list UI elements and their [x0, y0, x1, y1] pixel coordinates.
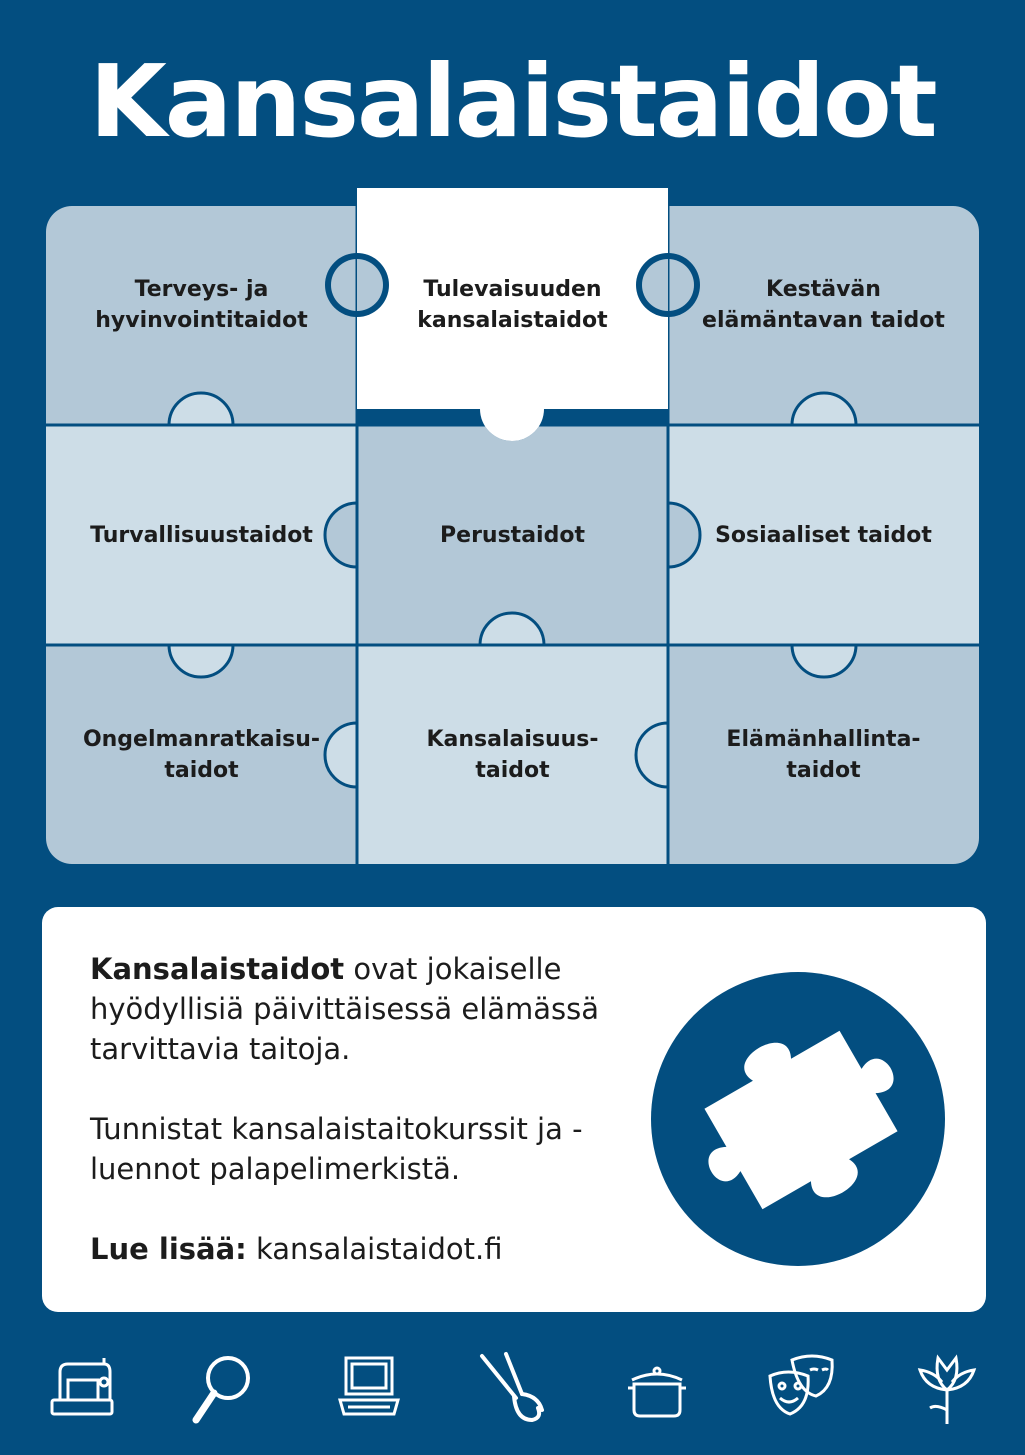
- cooking-pot-icon: [622, 1348, 692, 1428]
- read-more-label: Lue lisää:: [90, 1232, 247, 1266]
- info-box: [42, 907, 986, 1312]
- magnifying-glass-icon: [188, 1348, 258, 1428]
- footer-icons: [0, 1348, 1025, 1438]
- puzzle-label-5: Perustaidot: [440, 522, 585, 548]
- puzzle-piece-badge: [651, 972, 945, 1266]
- puzzle-label-4: Turvallisuustaidot: [90, 522, 313, 548]
- flower-icon: [912, 1348, 982, 1428]
- computer-icon: [334, 1348, 404, 1428]
- info-highlight: Kansalaistaidot: [90, 952, 345, 986]
- puzzle-label-7: Ongelmanratkaisu- taidot: [82, 726, 321, 783]
- pliers-icon: [476, 1348, 546, 1428]
- puzzle-label-9: Elämänhallinta- taidot: [726, 726, 921, 783]
- website-link[interactable]: kansalaistaidot.fi: [246, 1232, 503, 1266]
- sewing-machine-icon: [48, 1348, 118, 1428]
- puzzle-label-8: Kansalaisuus- taidot: [426, 726, 599, 783]
- info-body: ovat jokaiselle hyödyllisiä päivittäisessä elämässä tarvittavia taitoja.: [90, 952, 600, 1066]
- puzzle-label-6: Sosiaaliset taidot: [715, 522, 932, 548]
- puzzle-label-3: Kestävän elämäntavan taidot: [702, 277, 945, 333]
- puzzle-label-2: Tulevaisuuden kansalaistaidot: [417, 277, 608, 333]
- info-text: [90, 949, 620, 1309]
- theater-masks-icon: [766, 1348, 836, 1428]
- info-paragraph-1: [90, 949, 620, 1069]
- puzzle-label-1: Terveys- ja hyvinvointitaidot: [95, 277, 308, 333]
- info-paragraph-3: [90, 1229, 620, 1269]
- page-title: Kansalaistaidot: [89, 43, 936, 160]
- info-paragraph-2: Tunnistat kansalaistaitokurssit ja -luennot palapelimerkistä.: [90, 1112, 583, 1186]
